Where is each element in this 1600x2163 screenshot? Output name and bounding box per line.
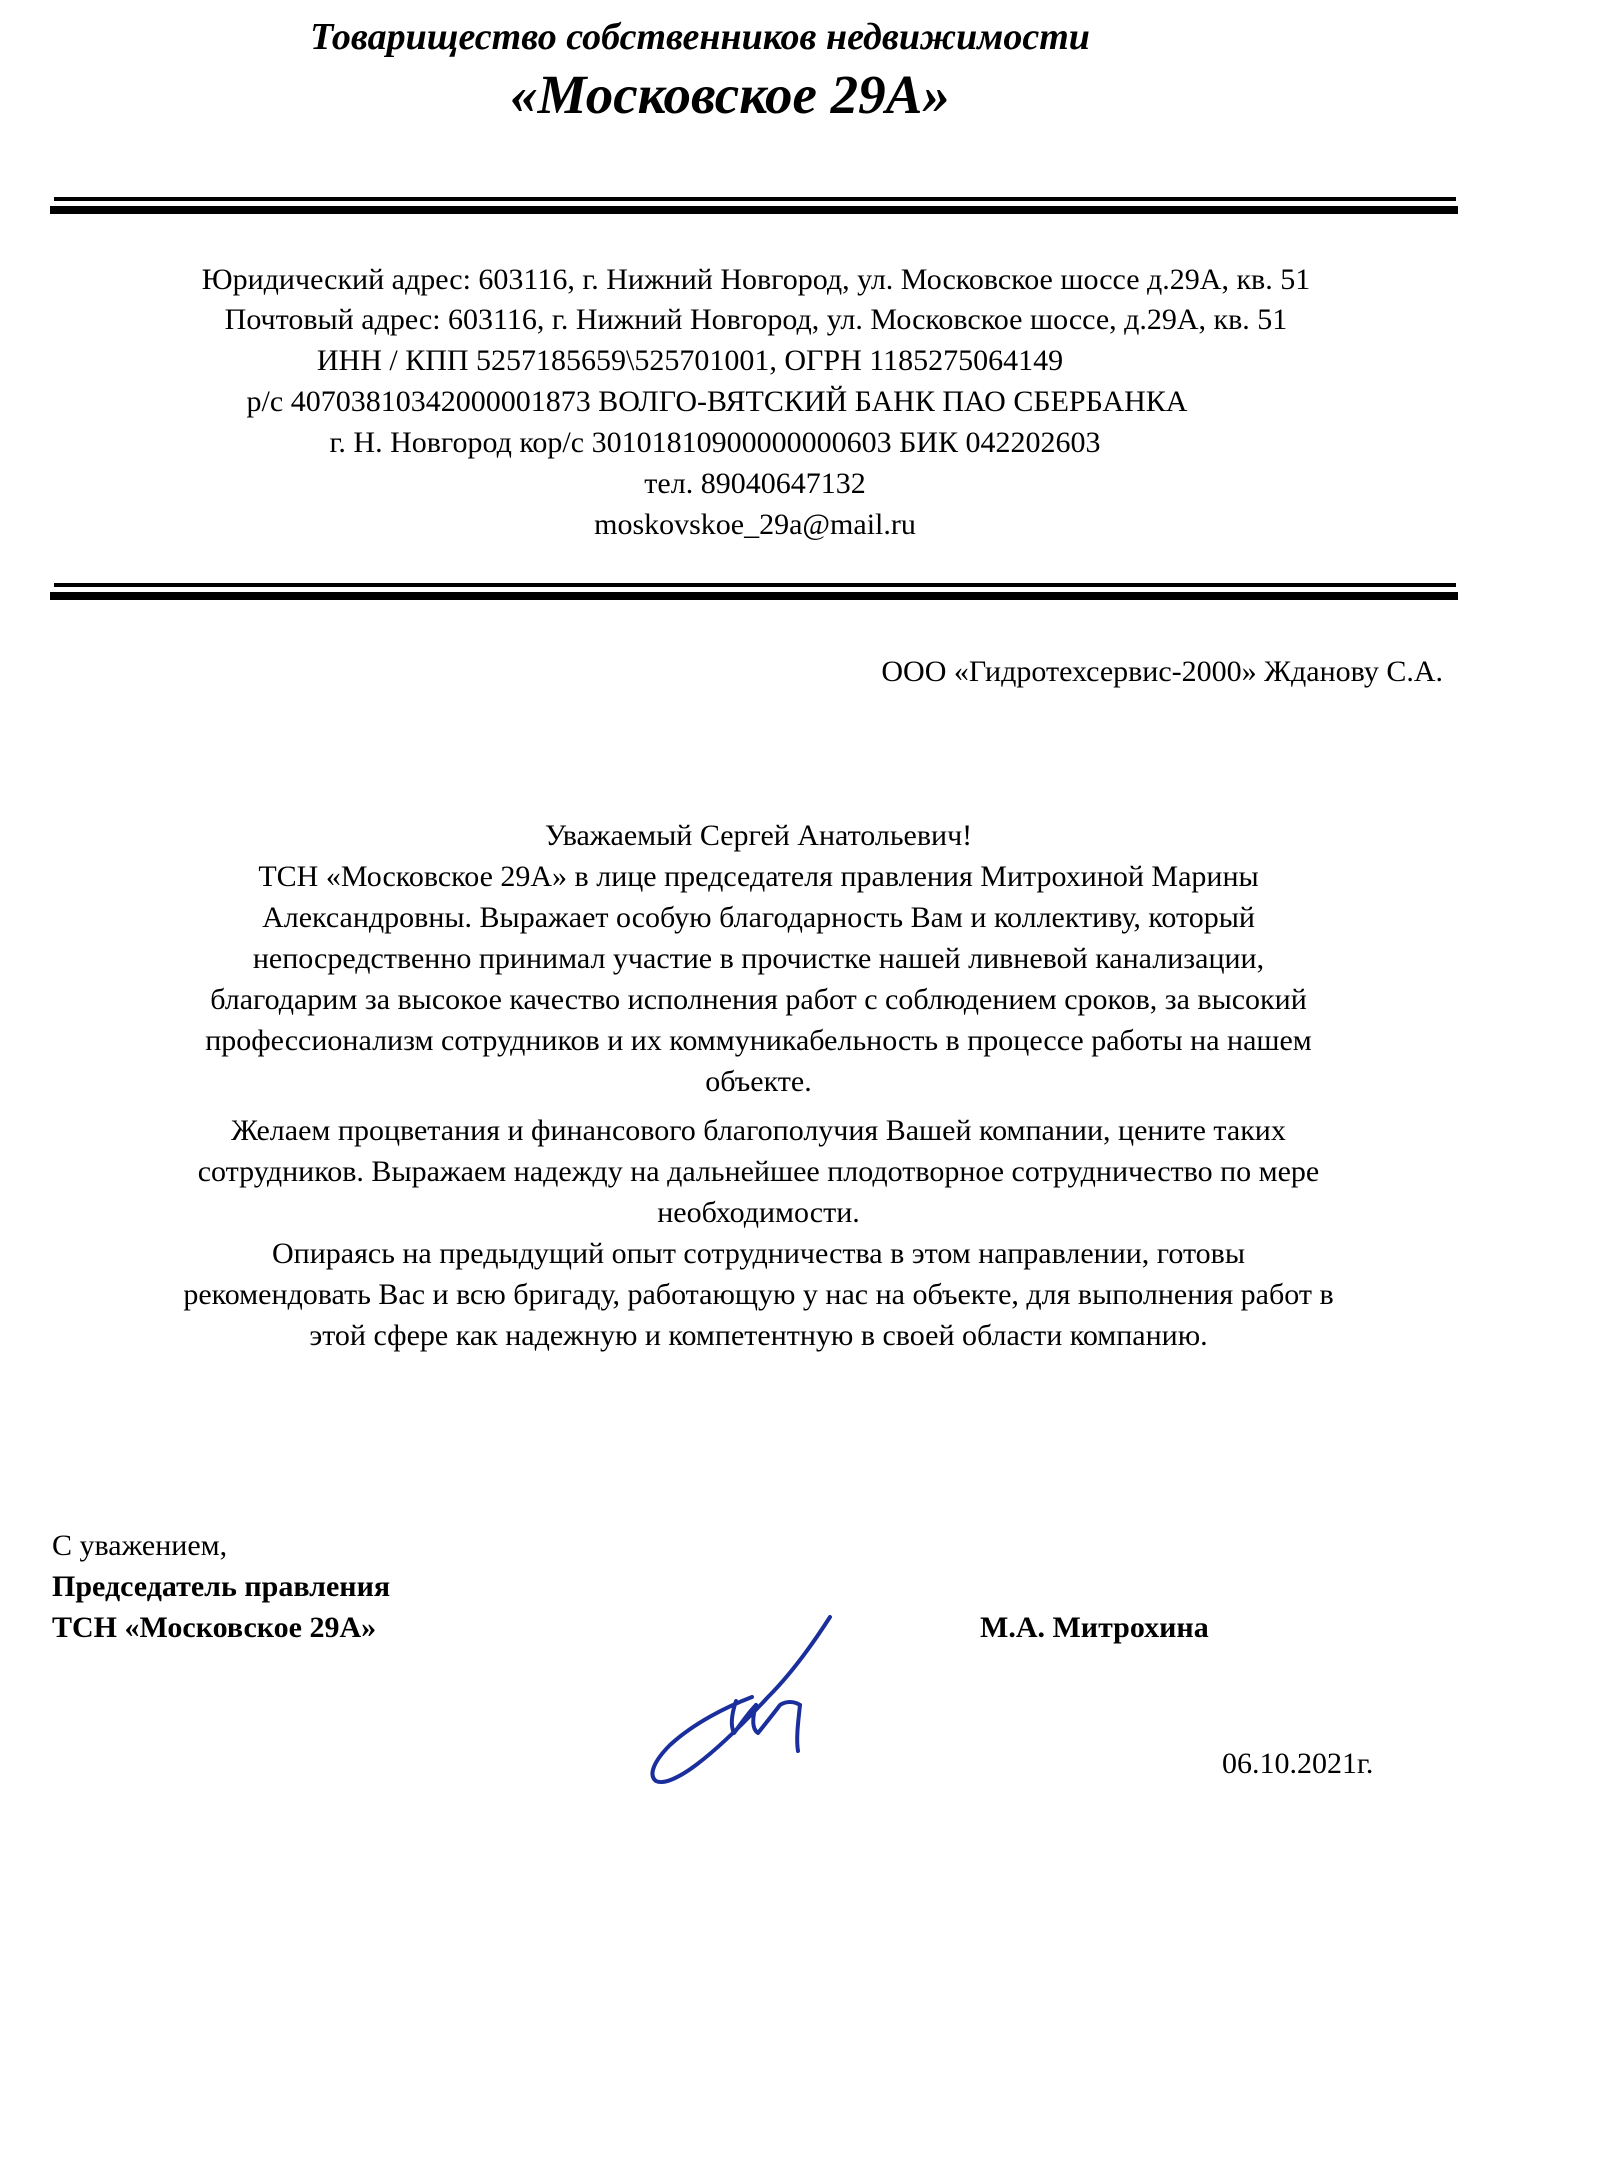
- body-line: Опираясь на предыдущий опыт сотрудничества в этом направлении, готовы: [271, 1237, 1246, 1270]
- phone: тел. 89040647132: [644, 467, 866, 500]
- body-line: объекте.: [705, 1065, 812, 1098]
- signer-position: Председатель правления: [52, 1570, 391, 1603]
- signer-organization: ТСН «Московское 29А»: [52, 1611, 377, 1644]
- bank-account: р/с 40703810342000001873 ВОЛГО-ВЯТСКИЙ БАНК ПАО СБЕРБАНКА: [246, 385, 1188, 418]
- body-line: Желаем процветания и финансового благополучия Вашей компании, цените таких: [231, 1114, 1286, 1147]
- header-divider-bottom-thick: [50, 592, 1458, 600]
- body-line: Александровны. Выражает особую благодарность Вам и коллективу, который: [262, 901, 1255, 934]
- body-line: непосредственно принимал участие в прочистке нашей ливневой канализации,: [252, 942, 1265, 975]
- body-line: этой сфере как надежную и компетентную в своей области компанию.: [309, 1319, 1208, 1352]
- document-date: 06.10.2021г.: [1222, 1747, 1374, 1780]
- postal-address: Почтовый адрес: 603116, г. Нижний Новгород, ул. Московское шоссе, д.29А, кв. 51: [224, 303, 1288, 336]
- body-line: сотрудников. Выражаем надежду на дальнейшее плодотворное сотрудничество по мере: [197, 1155, 1320, 1188]
- greeting: Уважаемый Сергей Анатольевич!: [544, 819, 973, 852]
- body-line: необходимости.: [657, 1196, 860, 1229]
- body-line: благодарим за высокое качество исполнения работ с соблюдением сроков, за высокий: [210, 983, 1307, 1016]
- recipient: ООО «Гидротехсервис-2000» Жданову С.А.: [881, 655, 1443, 688]
- legal-address: Юридический адрес: 603116, г. Нижний Новгород, ул. Московское шоссе д.29А, кв. 51: [201, 263, 1311, 296]
- organization-title: «Московское 29А»: [510, 64, 950, 125]
- header-divider-bottom-thin: [54, 583, 1456, 587]
- body-line: рекомендовать Вас и всю бригаду, работающую у нас на объекте, для выполнения работ в: [183, 1278, 1334, 1311]
- body-line: ТСН «Московское 29А» в лице председателя правления Митрохиной Марины: [258, 860, 1259, 893]
- header-divider-top-thick: [50, 206, 1458, 214]
- organization-name: Товарищество собственников недвижимости: [310, 16, 1090, 58]
- inn-kpp-ogrn: ИНН / КПП 5257185659\525701001, ОГРН 1185275064149: [316, 344, 1064, 377]
- handwritten-signature: [640, 1605, 840, 1805]
- bank-details: г. Н. Новгород кор/с 30101810900000000603 БИК 042202603: [329, 426, 1101, 459]
- signer-name: М.А. Митрохина: [980, 1611, 1209, 1644]
- closing-regards: С уважением,: [52, 1529, 228, 1562]
- header-divider-top-thin: [54, 197, 1456, 201]
- body-line: профессионализм сотрудников и их коммуникабельность в процессе работы на нашем: [205, 1024, 1312, 1057]
- email: moskovskoe_29a@mail.ru: [594, 508, 916, 541]
